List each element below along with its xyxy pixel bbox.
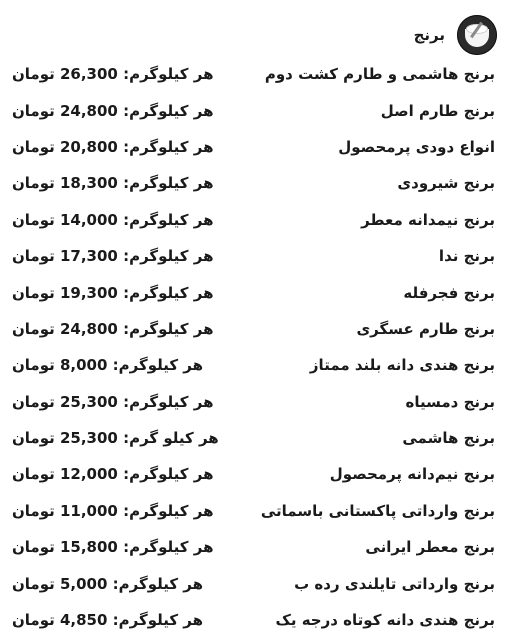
list-item [0,238,507,274]
item-name: برنج طارم عسگری [356,319,495,338]
list-item [0,129,507,165]
item-price: هر کیلوگرم: 19,300 تومان [12,283,214,302]
list-item [0,311,507,347]
list-item [0,456,507,492]
rice-bowl-icon [457,15,497,55]
item-name: برنج وارداتی تایلندی رده ب [294,574,495,593]
item-name: برنج هاشمی و طارم کشت دوم [264,65,495,84]
item-price: هر کیلوگرم: 24,800 تومان [12,319,214,338]
item-price: هر کیلوگرم: 15,800 تومان [12,538,214,557]
item-name: برنج دمسیاه [405,392,495,411]
item-name: برنج هاشمی [402,429,495,448]
item-price: هر کیلوگرم: 26,300 تومان [12,65,214,84]
item-name: برنج ندا [438,247,495,266]
item-name: برنج هندی دانه کوتاه درجه یک [275,611,495,630]
list-item [0,347,507,383]
item-name: برنج طارم اصل [380,101,495,120]
list-item [0,56,507,92]
list-item [0,384,507,420]
item-price: هر کیلوگرم: 4,850 تومان [12,611,204,630]
list-item [0,565,507,601]
item-name: برنج هندی دانه بلند ممتاز [309,356,495,375]
list-item [0,202,507,238]
item-price: هر کیلوگرم: 20,800 تومان [12,137,214,156]
list-item [0,274,507,310]
list-item [0,493,507,529]
list-item [0,165,507,201]
item-name: انواع دودی پرمحصول [338,137,495,156]
item-price: هر کیلوگرم: 12,000 تومان [12,465,214,484]
item-price: هر کیلوگرم: 25,300 تومان [12,392,214,411]
item-price: هر کیلوگرم: 8,000 تومان [12,356,204,375]
item-name: برنج وارداتی پاکستانی باسماتی [260,501,495,520]
item-price: هر کیلوگرم: 14,000 تومان [12,210,214,229]
item-price: هر کیلوگرم: 18,300 تومان [12,174,214,193]
item-price: هر کیلو گرم: 25,300 تومان [12,429,219,448]
item-name: برنج فجرفله [403,283,495,302]
item-name: برنج شیرودی [397,174,495,193]
header-title: برنج [413,26,445,44]
list-item [0,92,507,128]
item-price: هر کیلوگرم: 17,300 تومان [12,247,214,266]
header [414,14,497,56]
item-name: برنج نیمدانه معطر [361,210,495,229]
list-item [0,529,507,565]
price-list [0,56,507,638]
list-item [0,420,507,456]
item-name: برنج معطر ایرانی [365,538,495,557]
item-price: هر کیلوگرم: 11,000 تومان [12,501,214,520]
item-name: برنج نیم‌دانه پرمحصول [329,465,495,484]
item-price: هر کیلوگرم: 24,800 تومان [12,101,214,120]
item-price: هر کیلوگرم: 5,000 تومان [12,574,204,593]
